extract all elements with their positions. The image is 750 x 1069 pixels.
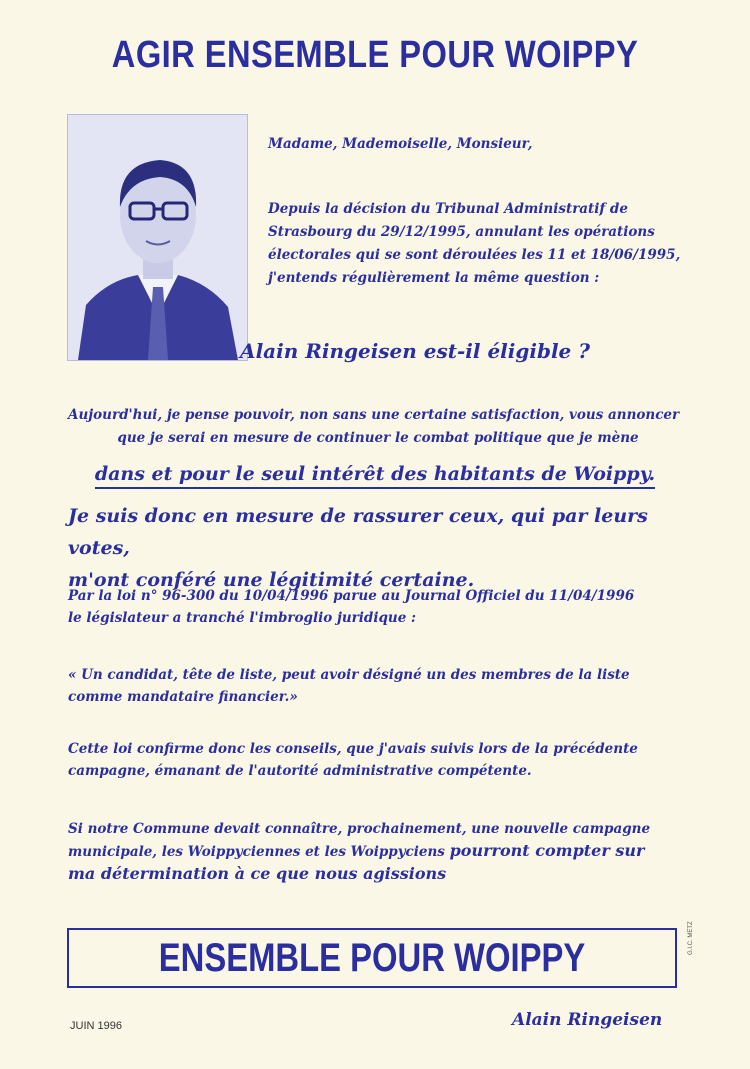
intro-line: j'entends régulièrement la même question : xyxy=(268,270,600,286)
interest-text: dans et pour le seul intérêt des habitants de Woippy. xyxy=(95,463,655,489)
commune-paragraph xyxy=(68,818,688,885)
today-paragraph xyxy=(68,404,688,450)
commune-emphasis: pourront compter sur xyxy=(449,841,645,860)
quote-line: comme mandataire financier.» xyxy=(68,689,298,705)
portrait-photo xyxy=(67,114,248,361)
date: JUIN 1996 xyxy=(70,1020,122,1032)
slogan-box xyxy=(67,928,677,988)
reassure-paragraph xyxy=(68,500,688,596)
law-line: le législateur a tranché l'imbroglio juridique : xyxy=(68,610,416,626)
law-paragraph xyxy=(68,585,688,629)
printer-credit: G.I.C. METZ xyxy=(688,921,694,955)
confirm-paragraph xyxy=(68,738,688,782)
intro-line: Strasbourg du 29/12/1995, annulant les opérations xyxy=(268,224,655,240)
reassure-line: Je suis donc en mesure de rassurer ceux, qui par leurs votes, xyxy=(68,505,648,559)
slogan: ENSEMBLE POUR WOIPPY xyxy=(158,936,586,980)
commune-line: ma détermination à ce que nous agissions xyxy=(68,864,447,883)
eligibility-question: Alain Ringeisen est-il éligible ? xyxy=(240,339,590,363)
interest-statement xyxy=(0,463,750,485)
signature: Alain Ringeisen xyxy=(512,1010,663,1030)
confirm-line: Cette loi confirme donc les conseils, que j'avais suivis lors de la précédente xyxy=(68,741,638,757)
reassure-line: m'ont conféré une légitimité certaine. xyxy=(68,569,475,591)
commune-line xyxy=(68,840,688,863)
confirm-line: campagne, émanant de l'autorité administrative compétente. xyxy=(68,763,532,779)
quote-paragraph xyxy=(68,664,688,708)
today-line: que je serai en mesure de continuer le combat politique que je mène xyxy=(117,430,639,446)
intro-line: électorales qui se sont déroulées les 11 et 18/06/1995, xyxy=(268,247,681,263)
law-line: Par la loi n° 96-300 du 10/04/1996 parue au Journal Officiel du 11/04/1996 xyxy=(68,588,635,604)
intro-paragraph xyxy=(268,198,688,290)
commune-line: Si notre Commune devait connaître, prochainement, une nouvelle campagne xyxy=(68,821,651,837)
page-title: AGIR ENSEMBLE POUR WOIPPY xyxy=(111,34,639,76)
intro-line: Depuis la décision du Tribunal Administratif de xyxy=(268,201,628,217)
today-line: Aujourd'hui, je pense pouvoir, non sans une certaine satisfaction, vous annoncer xyxy=(68,407,680,423)
commune-text: municipale, les Woippyciennes et les Woippyciens xyxy=(68,844,450,860)
quote-line: « Un candidat, tête de liste, peut avoir désigné un des membres de la liste xyxy=(68,667,630,683)
salutation: Madame, Mademoiselle, Monsieur, xyxy=(268,136,533,152)
